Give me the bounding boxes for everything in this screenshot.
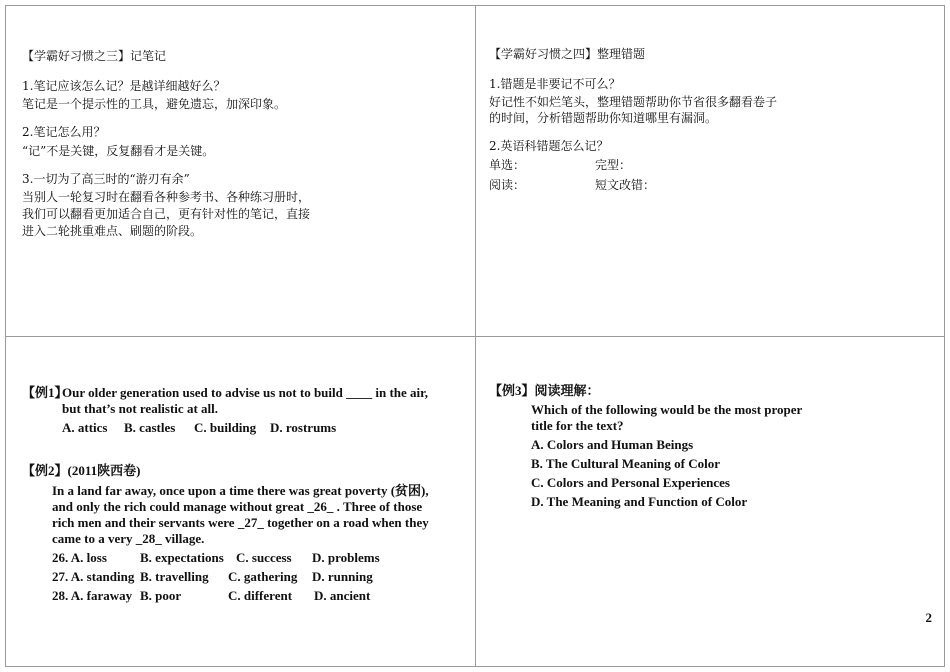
category-label: 阅读： <box>489 178 526 192</box>
answer-text: 我们可以翻看更加适合自己，更有针对性的笔记，直接 <box>22 207 311 221</box>
example-label: 【例3】阅读理解： <box>489 383 600 398</box>
option: C. gathering <box>228 569 298 584</box>
option: 27. A. standing <box>52 569 135 584</box>
passage-line: came to a very _28_ village. <box>52 531 205 546</box>
question-heading: 3.一切为了高三时的“游刃有余” <box>22 172 190 186</box>
option: A. Colors and Human Beings <box>531 437 694 452</box>
divider-horizontal <box>5 336 945 337</box>
answer-text: 的时间，分析错题帮助你知道哪里有漏洞。 <box>489 111 718 125</box>
option: 28. A. faraway <box>52 588 133 603</box>
answer-text: 进入二轮挑重难点、刷题的阶段。 <box>22 224 203 238</box>
answer-text: 笔记是一个提示性的工具，避免遗忘，加深印象。 <box>22 97 287 111</box>
example-label: 【例2】(2011陕西卷) <box>22 463 141 478</box>
category-label: 单选： <box>489 158 526 172</box>
option: B. castles <box>124 420 176 435</box>
question-text: title for the text? <box>531 418 624 433</box>
option: C. different <box>228 588 293 603</box>
question-heading: 1.笔记应该怎么记？是越详细越好么？ <box>22 79 226 93</box>
option: B. The Cultural Meaning of Color <box>531 456 720 471</box>
question-text: Which of the following would be the most proper <box>531 402 803 417</box>
section-title: 【学霸好习惯之三】记笔记 <box>22 49 167 63</box>
option: D. problems <box>312 550 380 565</box>
option: D. The Meaning and Function of Color <box>531 494 748 509</box>
option: D. ancient <box>314 588 371 603</box>
question-heading: 2.英语科错题怎么记？ <box>489 139 609 153</box>
option: D. rostrums <box>270 420 337 435</box>
example-text: but that’s not realistic at all. <box>62 401 218 416</box>
answer-text: 好记性不如烂笔头，整理错题帮助你节省很多翻看卷子 <box>489 95 778 109</box>
question-heading: 2.笔记怎么用？ <box>22 125 106 139</box>
option: C. success <box>236 550 292 565</box>
question-heading: 1.错题是非要记不可么？ <box>489 77 621 91</box>
category-label: 完型： <box>595 158 632 172</box>
option: B. travelling <box>140 569 209 584</box>
option: C. building <box>194 420 257 435</box>
passage-line: rich men and their servants were _27_ together on a road when they <box>52 515 429 530</box>
section-title: 【学霸好习惯之四】整理错题 <box>489 47 646 61</box>
answer-text: “记”不是关键，反复翻看才是关键。 <box>22 144 215 158</box>
option: B. poor <box>140 588 182 603</box>
passage-line: and only the rich could manage without great _26_ . Three of those <box>52 499 423 514</box>
example-text: Our older generation used to advise us not to build ____ in the air, <box>62 385 428 400</box>
option: C. Colors and Personal Experiences <box>531 475 730 490</box>
answer-text: 当别人一轮复习时在翻看各种参考书、各种练习册时， <box>22 190 311 204</box>
option: A. attics <box>62 420 108 435</box>
example-label: 【例1】 <box>22 385 68 400</box>
option: 26. A. loss <box>52 550 107 565</box>
category-label: 短文改错： <box>595 178 656 192</box>
page-number: 2 <box>925 610 932 625</box>
option: B. expectations <box>140 550 224 565</box>
passage-line: In a land far away, once upon a time there was great poverty (贫困), <box>52 483 429 498</box>
option: D. running <box>312 569 373 584</box>
